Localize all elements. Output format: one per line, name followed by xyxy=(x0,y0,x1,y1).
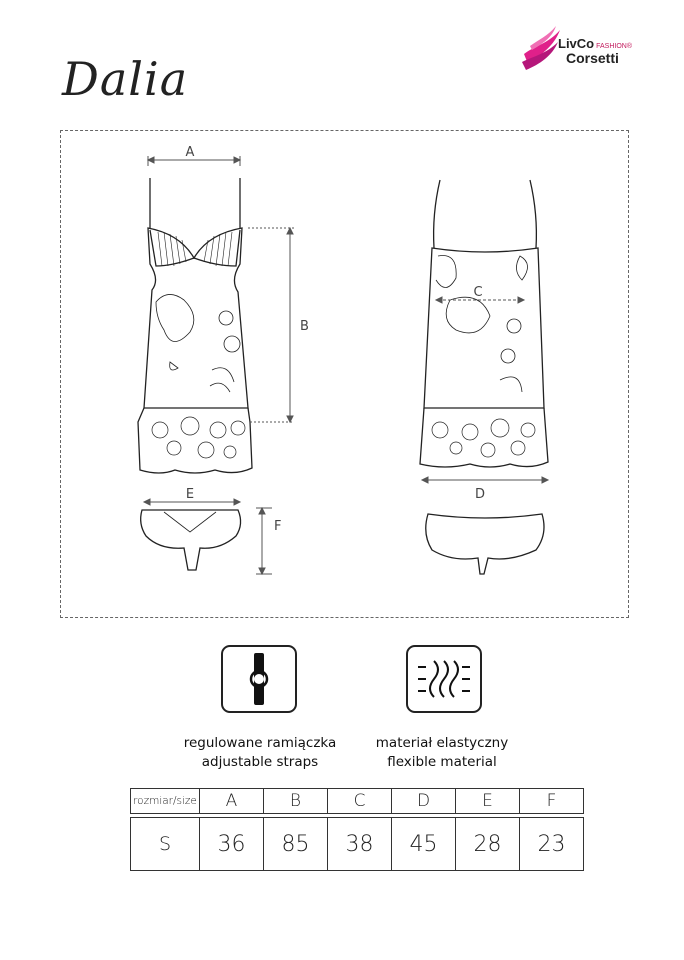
dimension-label-d: D xyxy=(474,487,486,502)
value-cell-b: 85 xyxy=(264,818,328,871)
value-cell-d: 45 xyxy=(392,818,456,871)
front-thong-drawing xyxy=(141,510,241,570)
column-header-f: F xyxy=(520,789,584,814)
front-chemise-drawing xyxy=(138,178,252,473)
dimension-label-b: B xyxy=(300,319,309,334)
dimension-label-a: A xyxy=(185,145,195,160)
size-cell: S xyxy=(131,818,200,871)
column-header-b: B xyxy=(264,789,328,814)
size-table-body xyxy=(130,817,584,871)
size-header-label: rozmiar/size xyxy=(131,789,200,814)
table-row xyxy=(131,818,584,871)
brand-line2: Corsetti xyxy=(566,50,619,66)
feature-caption-material: materiał elastyczny flexible material xyxy=(375,735,509,770)
value-cell-a: 36 xyxy=(200,818,264,871)
dimension-label-f: F xyxy=(274,519,282,534)
value-cell-c: 38 xyxy=(328,818,392,871)
dimension-label-c: C xyxy=(473,285,483,300)
value-cell-f: 23 xyxy=(520,818,584,871)
technical-drawing xyxy=(60,130,627,616)
column-header-d: D xyxy=(392,789,456,814)
brand-line1: LivCo FASHION® xyxy=(558,36,633,51)
back-chemise-drawing xyxy=(420,180,548,467)
size-table-header xyxy=(130,788,584,814)
value-cell-e: 28 xyxy=(456,818,520,871)
column-header-c: C xyxy=(328,789,392,814)
back-thong-drawing xyxy=(426,514,544,574)
adjustable-strap-icon xyxy=(221,645,297,713)
brand-logo xyxy=(520,22,640,76)
column-header-e: E xyxy=(456,789,520,814)
feature-caption-straps: regulowane ramiączka adjustable straps xyxy=(183,735,337,770)
elastic-material-icon xyxy=(406,645,482,713)
dimension-label-e: E xyxy=(185,487,195,502)
column-header-a: A xyxy=(200,789,264,814)
product-title: Dalia xyxy=(62,52,189,106)
